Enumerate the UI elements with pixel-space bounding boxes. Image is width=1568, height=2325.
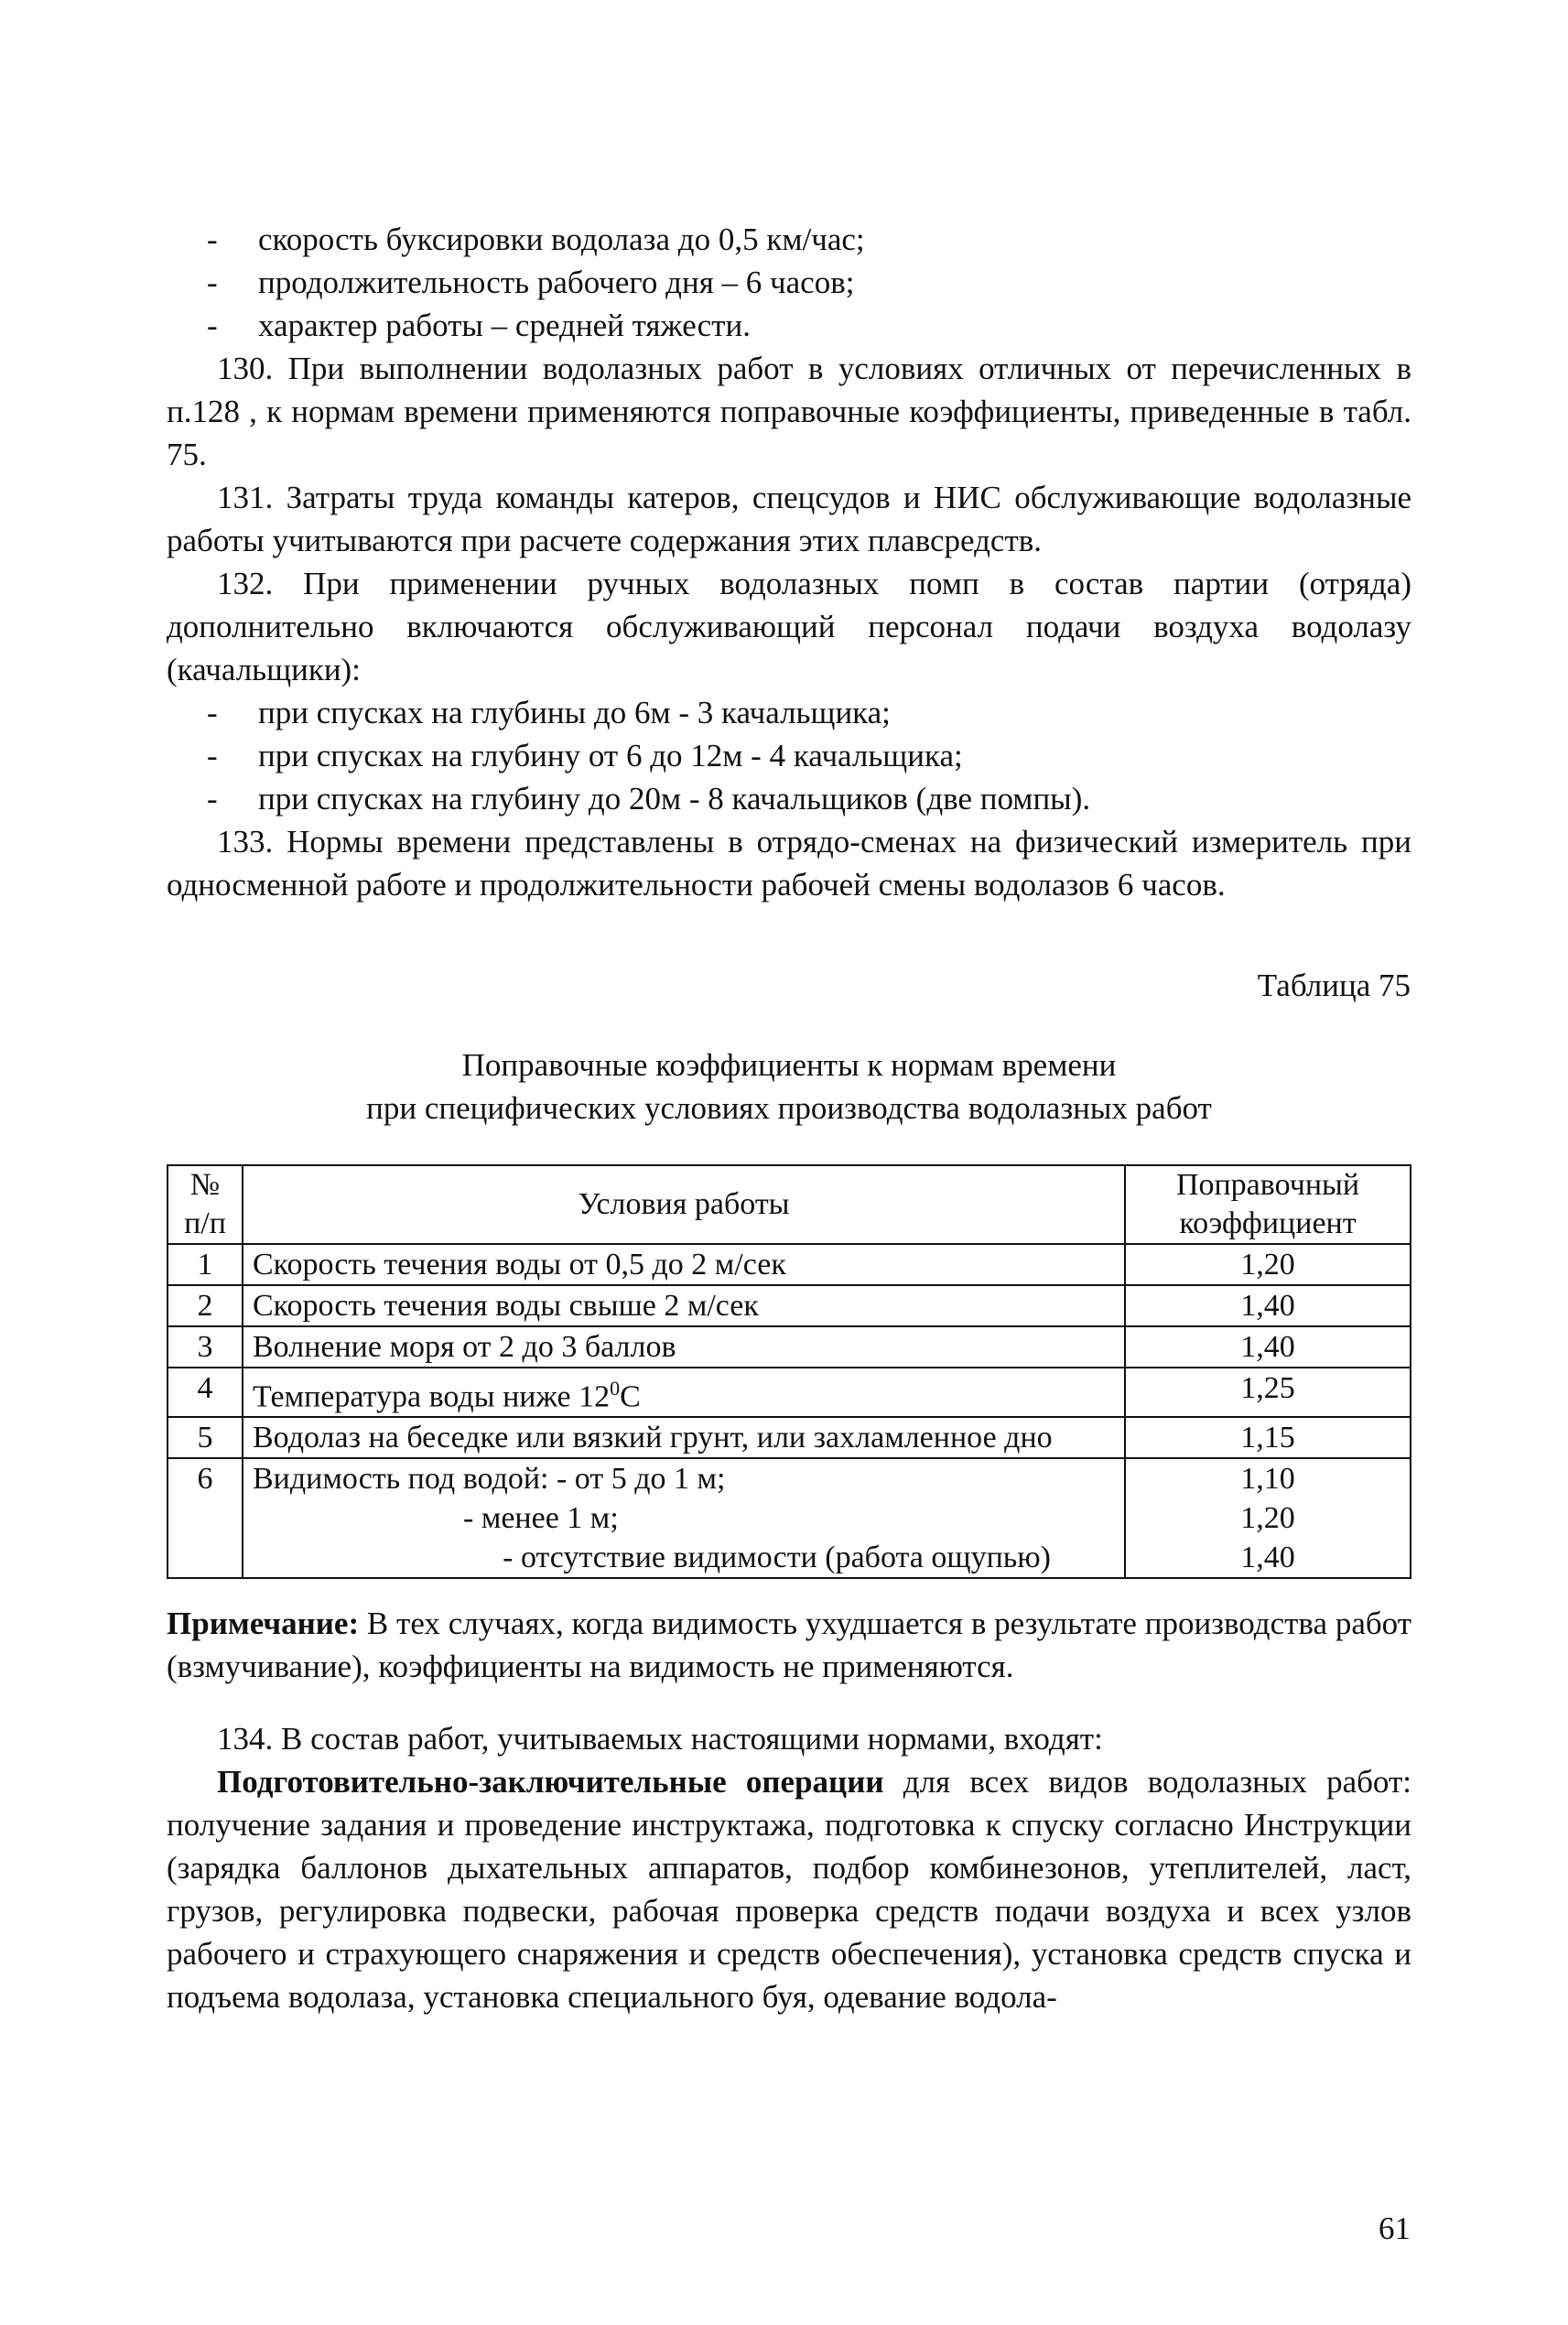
paragraph-130: 130. При выполнении водолазных работ в условиях отличных от перечисленных в п.128 , к нормам времени применяются поправочные коэффициенты, приведенные в табл. 75. [167,351,1411,472]
row-number: 3 [168,1326,243,1368]
table-row [168,1368,1411,1417]
row-condition: Водолаз на беседке или вязкий грунт, или захламленное дно [243,1417,1125,1458]
header-number [168,1165,243,1244]
row-number: 4 [168,1368,243,1417]
coefficient-line: 1,10 [1240,1462,1295,1497]
upper-text [167,218,1411,906]
row-number: 2 [168,1285,243,1326]
row-coefficient: 1,25 [1125,1368,1411,1417]
prep-paragraph [167,1760,1411,2018]
row-condition [243,1368,1125,1417]
coefficients-table [167,1164,1411,1579]
list-item-text: при спусках на глубину до 20м - 8 качальщиков (две помпы). [258,781,1091,816]
row-condition [243,1458,1125,1578]
note-text: В тех случаях, когда видимость ухудшается в результате производства работ (взмучивание), коэффициенты на видимость не применяются. [167,1606,1411,1684]
row-number: 5 [168,1417,243,1458]
header-coefficient-line: Поправочный [1175,1168,1360,1202]
header-condition: Условия работы [243,1165,1125,1244]
condition-text: Температура воды ниже 12 [253,1379,611,1414]
table-note [167,1602,1411,1688]
coefficient-line: 1,40 [1240,1541,1295,1575]
note-paragraph [167,1602,1411,1688]
row-number: 6 [168,1458,243,1578]
header-coefficient-line: коэффициент [1179,1206,1357,1240]
row-coefficient: 1,15 [1125,1417,1411,1458]
row-coefficient: 1,20 [1125,1244,1411,1285]
row-number: 1 [168,1244,243,1285]
lower-text [167,1717,1411,2018]
list-item-text: при спусках на глубины до 6м - 3 качальщика; [258,695,891,730]
table-caption [167,1044,1411,1130]
condition-text: С [620,1379,641,1414]
table-row [168,1326,1411,1368]
row-coefficient: 1,40 [1125,1326,1411,1368]
prep-label: Подготовительно-заключительные операции [217,1764,884,1800]
condition-line: - менее 1 м; [463,1501,619,1536]
row-coefficient [1125,1458,1411,1578]
table-row [168,1285,1411,1326]
list-item: - при спусках на глубину до 20м - 8 качальщиков (две помпы). [207,781,1091,816]
paragraph-132: 132. При применении ручных водолазных помп в состав партии (отряда) дополнительно включаются обслуживающий персонал подачи воздуха водолазу (качальщики): [167,566,1411,687]
degree-superscript: 0 [610,1377,621,1400]
table-row [168,1458,1411,1578]
header-number-line: п/п [184,1206,226,1240]
header-coefficient [1125,1165,1411,1244]
table-row [168,1244,1411,1285]
table-header-row [168,1165,1411,1244]
page-number: 61 [1379,2211,1411,2246]
coefficient-line: 1,20 [1240,1501,1295,1536]
list-item-text: скорость буксировки водолаза до 0,5 км/час; [258,222,865,257]
list-item-text: при спусках на глубину от 6 до 12м - 4 качальщика; [258,738,963,773]
list-item: - продолжительность рабочего дня – 6 часов; [207,265,855,300]
table-caption-line: Поправочные коэффициенты к нормам времени [461,1047,1117,1083]
list-item: - характер работы – средней тяжести. [207,308,751,343]
list-item-text: характер работы – средней тяжести. [258,308,751,343]
condition-line: - отсутствие видимости (работа ощупью) [503,1541,1051,1575]
row-condition: Волнение моря от 2 до 3 баллов [243,1326,1125,1368]
table-row [168,1417,1411,1458]
list-item: - при спусках на глубины до 6м - 3 качальщика; [207,695,891,730]
row-coefficient: 1,40 [1125,1285,1411,1326]
list-item: - при спусках на глубину от 6 до 12м - 4 качальщика; [207,738,963,773]
list-item-text: продолжительность рабочего дня – 6 часов; [258,265,855,300]
paragraph-131: 131. Затраты труда команды катеров, спецсудов и НИС обслуживающие водолазные работы учитываются при расчете содержания этих плавсредств. [167,480,1411,558]
row-condition: Скорость течения воды свыше 2 м/сек [243,1285,1125,1326]
header-number-line: № [189,1168,221,1202]
row-condition: Скорость течения воды от 0,5 до 2 м/сек [243,1244,1125,1285]
table-caption-line: при специфических условиях производства водолазных работ [366,1090,1212,1126]
note-label: Примечание: [167,1606,360,1641]
paragraph-134: 134. В состав работ, учитываемых настоящими нормами, входят: [217,1721,1103,1757]
paragraph-133: 133. Нормы времени представлены в отрядо-сменах на физический измеритель при односменной работе и продолжительности рабочей смены водолазов 6 часов. [167,824,1411,903]
prep-text: для всех видов водолазных работ: получение задания и проведение инструктажа, подготовка к спуску согласно Инструкции (зарядка баллонов дыхательных аппаратов, подбор комбинезонов, утеплителей, ласт, грузов, регулировка подвески, рабочая проверка средств подачи воздуха и всех узлов рабочего и страхующего снаряжения и средств обеспечения), установка средств спуска и подъема водолаза, установка специального буя, одевание водола- [167,1764,1411,2015]
condition-line: Видимость под водой: - от 5 до 1 м; [253,1462,726,1497]
list-item: - скорость буксировки водолаза до 0,5 км/час; [207,222,865,257]
table-label: Таблица 75 [1257,968,1411,1003]
